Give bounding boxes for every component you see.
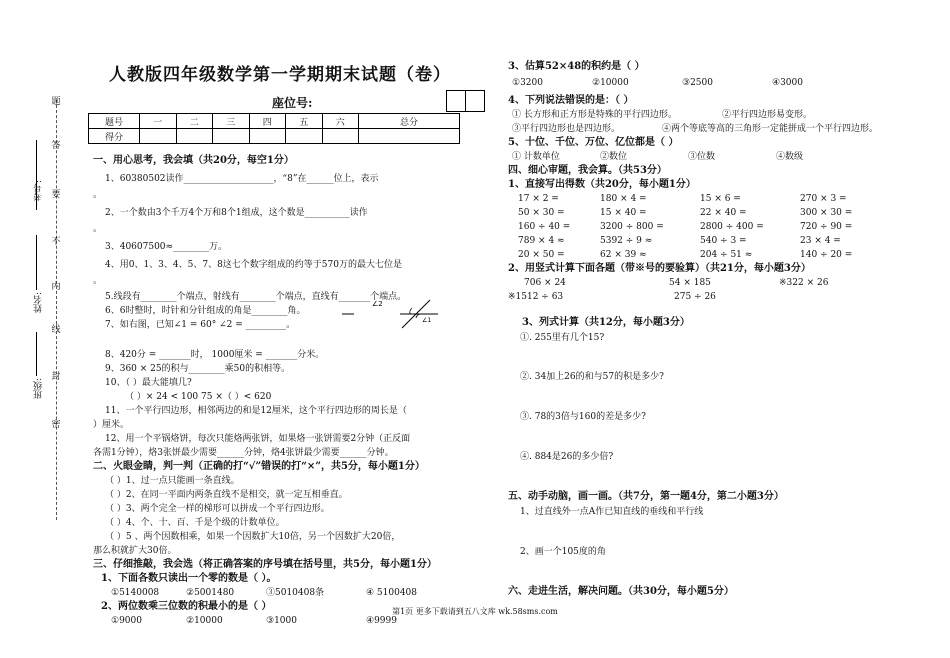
question-line: 2、一个数由3个千万4个万和8个1组成，这个数是__________读作 — [105, 208, 368, 218]
question-line: ③. 78的3倍与160的差是多少? — [520, 412, 646, 422]
calc-item: 15 × 6 = — [700, 194, 741, 204]
question-line: 12、用一个平锅烙饼，每次只能烙两张饼，如果烙一张饼需要2分钟（正反面 — [105, 434, 411, 444]
option: ① 长方形和正方形是特殊的平行四边形。 — [512, 110, 677, 120]
score-cell[interactable] — [359, 129, 460, 144]
calc-item: 62 × 39 ≈ — [600, 250, 647, 260]
question-title: 1、直接写出得数（共20分，每小题1分） — [508, 179, 696, 190]
exam-number-line — [36, 140, 37, 210]
option: ④9999 — [366, 616, 397, 626]
calc-item: 15 × 40 = — [600, 208, 647, 218]
class-line — [36, 332, 37, 376]
page-footer: 第1页 更多下载请到五八文库 wk.58sms.com — [392, 607, 558, 616]
score-cell[interactable] — [286, 129, 323, 144]
question-line: （ ）4、个、十、百、千是个级的计数单位。 — [105, 518, 285, 528]
calc-item: 789 × 4 ≈ — [518, 236, 565, 246]
calc-item: 270 × 3 = — [800, 194, 847, 204]
table-cell: 二 — [176, 114, 213, 129]
calc-item: 300 × 30 = — [800, 208, 853, 218]
score-cell[interactable] — [176, 129, 213, 144]
seal-char: 答 — [51, 141, 61, 151]
calc-item: 5392 ÷ 9 ≈ — [600, 236, 653, 246]
calc-row — [518, 206, 908, 220]
question-line: 1、60380502读作____________________，“8”在______位上，表示 — [105, 174, 379, 184]
calc-item: 140 ÷ 20 = — [800, 250, 853, 260]
question-line: （ ）3、两个完全一样的梯形可以拼成一个平行四边形。 — [105, 504, 330, 514]
question-line: 11、一个平行四边形，相邻两边的和是12厘米，这个平行四边形的周长是（ — [105, 406, 407, 416]
vertical-calc-item: 275 ÷ 26 — [674, 292, 716, 302]
option: ④3000 — [772, 78, 803, 88]
question-line: 。 — [93, 190, 103, 200]
calc-item: 540 ÷ 3 = — [700, 236, 747, 246]
question-line: 4、用0、1、3、4、5、7、8这七个数字组成的约等于570万的最大七位是 — [105, 260, 402, 270]
binding-line — [56, 100, 57, 520]
table-cell: 题号 — [89, 114, 140, 129]
question-line: 10、（ ）最大能填几? — [105, 378, 192, 388]
score-table-row — [89, 129, 460, 144]
table-cell: 三 — [213, 114, 250, 129]
question-line: （ ）5 、两个因数相乘，如果一个因数扩大10倍，另一个因数扩大20倍， — [105, 532, 401, 542]
calc-item: 180 × 4 = — [600, 194, 647, 204]
right-column — [508, 60, 908, 304]
question-line: 5.线段有________个端点，射线有________个端点，直线有_______个端点。 — [105, 292, 407, 302]
section-4-title: 四、细心审题，我会算。（共53分） — [508, 165, 667, 176]
option: ③位数 — [688, 152, 716, 162]
angle-figure — [340, 298, 440, 330]
seal-char: 封 — [51, 372, 61, 382]
seal-char: 密 — [51, 420, 61, 430]
calc-item: 23 × 4 = — [800, 236, 841, 246]
calc-row — [518, 220, 908, 234]
option: ①5140008 — [111, 588, 160, 598]
vertical-calc-item: ※1512 ÷ 63 — [508, 292, 564, 302]
question-line: 6、6时整时，时针和分针组成的角是________角。 — [105, 306, 306, 316]
question-line: 3、40607500≈________万。 — [105, 242, 228, 252]
calc-item: 50 × 30 = — [518, 208, 565, 218]
section-5-title: 五、动手动脑，画一画。（共7分，第一题4分，第二小题3分） — [508, 491, 784, 502]
svg-text:∠2: ∠2 — [372, 300, 383, 308]
calc-item: 22 × 40 = — [700, 208, 747, 218]
question-line: 各需1分钟），烙3张饼最少需要______分钟，烙4张饼最少需要______分钟。 — [93, 448, 394, 458]
option: ③5010408条 — [266, 588, 325, 598]
calc-item: 204 ÷ 51 ≈ — [700, 250, 753, 260]
name-line — [36, 235, 37, 290]
calc-grid — [508, 192, 908, 262]
seal-char: 内 — [51, 282, 61, 292]
option: ① 计数单位 — [512, 152, 560, 162]
question-line: 。 — [93, 224, 103, 234]
question-line: 2、画一个105度的角 — [520, 547, 606, 557]
section-2-title: 二、火眼金睛，判一判（正确的打“√”错误的打“×”，共5分，每小题1分） — [93, 461, 425, 472]
class-label: 班级: — [34, 378, 44, 400]
score-cell[interactable] — [249, 129, 286, 144]
calc-item: 20 × 50 = — [518, 250, 565, 260]
svg-text:∠1: ∠1 — [422, 317, 432, 324]
score-cell[interactable] — [213, 129, 250, 144]
score-table — [88, 113, 460, 144]
seal-char: 线 — [51, 325, 61, 335]
option: ④ 5100408 — [366, 588, 418, 598]
option: ②5001480 — [186, 588, 235, 598]
option: ①9000 — [111, 616, 142, 626]
option: ②数位 — [600, 152, 628, 162]
exam-title: 人教版四年级数学第一学期期末试题（卷） — [109, 65, 451, 85]
option: ④两个等底等高的三角形一定能拼成一个平行四边形。 — [662, 124, 879, 134]
table-cell: 总分 — [359, 114, 460, 129]
calc-item: 2800 ÷ 400 = — [700, 222, 764, 232]
vertical-calc-item: ※322 × 26 — [779, 278, 829, 288]
seat-number-label: 座位号: — [272, 96, 313, 110]
seat-box[interactable] — [465, 90, 485, 112]
left-column — [93, 154, 471, 628]
option: ②10000 — [592, 78, 629, 88]
calc-row — [518, 234, 908, 248]
question-line: ②. 34加上26的和与57的积是多少? — [520, 372, 664, 382]
question-title: 5、十位、千位、万位、亿位都是（ ） — [508, 137, 679, 148]
question-line: 。 — [93, 276, 103, 286]
option: ②10000 — [186, 616, 223, 626]
seat-box[interactable] — [446, 90, 466, 112]
option: ③2500 — [682, 78, 713, 88]
question-line: （ ）1、过一点只能画一条直线。 — [105, 476, 240, 486]
name-label: 姓名: — [34, 292, 44, 314]
option: ④数级 — [776, 152, 804, 162]
question-line: 那么积就扩大30倍。 — [93, 546, 177, 556]
calc-item: 720 ÷ 90 = — [800, 222, 853, 232]
option: ②平行四边形易变形。 — [722, 110, 813, 120]
seal-char: 要 — [51, 190, 61, 200]
question-title: 3、列式计算（共12分，每小题3分） — [522, 317, 690, 328]
section-6-title: 六、走进生活，解决问题。（共30分，每小题5分） — [508, 586, 734, 597]
question-title: 3、估算52×48的积约是（ ） — [508, 61, 645, 72]
question-line: 7、如右图，已知∠1 = 60° ∠2 = _________。 — [105, 320, 296, 330]
section-1-title: 一、用心思考，我会填（共20分，每空1分） — [93, 155, 294, 166]
calc-item: 17 × 2 = — [518, 194, 559, 204]
table-cell: 得分 — [89, 129, 140, 144]
seal-char: 不 — [51, 237, 61, 247]
question-line: 1、过直线外一点A作已知直线的垂线和平行线 — [520, 507, 704, 517]
table-cell: 四 — [249, 114, 286, 129]
option: ③平行四边形也是四边形。 — [512, 124, 621, 134]
exam-number-label: 考号: — [34, 180, 44, 202]
question-line: ④. 884是26的多少倍? — [520, 452, 614, 462]
calc-item: 3200 ÷ 800 = — [600, 222, 664, 232]
vertical-calc-item: 54 × 185 — [669, 278, 711, 288]
question-line: （ ）× 24 < 100 75 ×（ ）< 620 — [125, 392, 272, 402]
score-table-header-row — [89, 114, 460, 129]
question-line: ）厘米。 — [93, 420, 130, 430]
calc-item: 160 ÷ 40 = — [518, 222, 571, 232]
calc-row — [518, 248, 908, 262]
option: ①3200 — [512, 78, 543, 88]
question-title: 2、两位数乘三位数的积最小的是（ ） — [101, 601, 272, 612]
score-cell[interactable] — [322, 129, 359, 144]
question-title: 2、用竖式计算下面各题（带※号的要验算）（共21分，每小题3分） — [508, 263, 811, 274]
seal-char: 题 — [51, 97, 61, 107]
table-cell: 六 — [322, 114, 359, 129]
question-title: 4、下列说法错误的是：（ ） — [508, 95, 634, 106]
option: ③1000 — [266, 616, 297, 626]
table-cell: 一 — [140, 114, 177, 129]
question-line: 8、420分 = _______时， 1000厘米 = _______分米。 — [105, 350, 325, 360]
question-title: 1、下面各数只读出一个零的数是（ ）。 — [101, 573, 277, 584]
question-line: ①. 255里有几个15? — [520, 333, 605, 343]
score-cell[interactable] — [140, 129, 177, 144]
vertical-calc-item: 706 × 24 — [524, 278, 566, 288]
table-cell: 五 — [286, 114, 323, 129]
section-3-title: 三、仔细推敲，我会选（将正确答案的序号填在括号里，共5分，每小题1分） — [93, 559, 437, 570]
calc-row — [518, 192, 908, 206]
question-line: （ ）2、在同一平面内两条直线不是相交，就一定互相垂直。 — [105, 490, 348, 500]
question-line: 9、360 × 25的积与________乘50的积相等。 — [105, 364, 291, 374]
s4-q3-title — [522, 316, 690, 330]
